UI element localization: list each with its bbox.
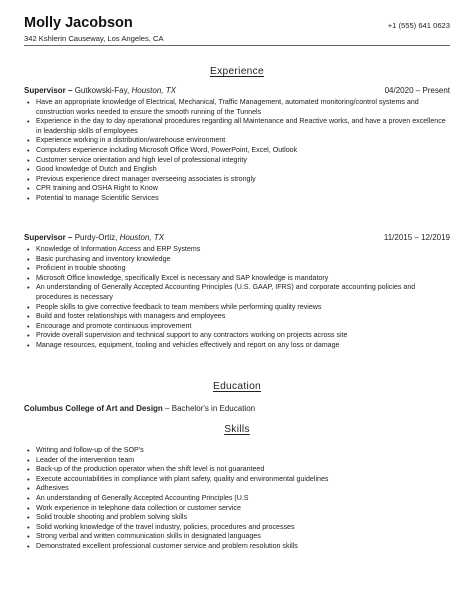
- list-item: • An understanding of Generally Accepted Accounting Principles (U.S: [24, 494, 450, 504]
- list-item: • Good knowledge of Dutch and English: [24, 165, 450, 175]
- list-item: • Manage resources, equipment, tooling and vehicles effectively and report on any loss or damage: [24, 341, 450, 351]
- list-item: • Basic purchasing and inventory knowledge: [24, 255, 450, 265]
- list-item: • People skills to give corrective feedback to team members while performing quality reviews: [24, 303, 450, 313]
- list-item: • Solid working knowledge of the travel industry, policies, procedures and processes: [24, 523, 450, 533]
- list-item: • Previous experience direct manager overseeing associates is strongly: [24, 175, 450, 185]
- list-item: • Solid trouble shooting and problem solving skills: [24, 513, 450, 523]
- education-entry: [24, 404, 255, 413]
- job-title: Supervisor: [24, 86, 66, 95]
- skills-heading: Skills: [224, 424, 250, 435]
- school-name: Columbus College of Art and Design: [24, 404, 163, 413]
- education-heading: Education: [212, 381, 261, 392]
- list-item: • Demonstrated excellent professional customer service and problem resolution skills: [24, 542, 450, 552]
- list-item: • Provide overall supervision and technical support to any contractors working on projects across site: [24, 331, 450, 341]
- phone-number: +1 (555) 641 0623: [387, 21, 450, 30]
- list-item: • Back-up of the production operator when the shift level is not guaranteed: [24, 465, 450, 475]
- list-item: • Proficient in trouble shooting: [24, 264, 450, 274]
- list-item: • Computers experience including Microsoft Office Word, PowerPoint, Excel, Outlook: [24, 146, 450, 156]
- section-title-skills: [0, 424, 474, 435]
- job-title-line-1: [24, 86, 176, 95]
- list-item: • Writing and follow-up of the SOP's: [24, 446, 450, 456]
- list-item: • Experience working in a distribution/warehouse environment: [24, 136, 450, 146]
- header-divider: [24, 45, 450, 46]
- job-location: Houston, TX: [119, 233, 165, 242]
- company-name: Gutkowski-Fay,: [74, 86, 130, 95]
- candidate-name: Molly Jacobson: [24, 15, 133, 31]
- list-item: • Strong verbal and written communication skills in designated languages: [24, 532, 450, 542]
- section-title-education: [0, 381, 474, 392]
- list-item: • An understanding of Generally Accepted Accounting Principles (U.S. GAAP, IFRS) and corporate accounting policies and procedures is necessary: [24, 283, 450, 302]
- skills-list: [24, 446, 450, 552]
- list-item: • Execute accountabilities in compliance with plant safety, quality and environmental guidelines: [24, 475, 450, 485]
- job-location: Houston, TX: [131, 86, 176, 95]
- job-header-1: [24, 86, 450, 95]
- job-title-separator: –: [65, 86, 75, 95]
- list-item: • Encourage and promote continuous improvement: [24, 322, 450, 332]
- list-item: • Customer service orientation and high level of professional integrity: [24, 156, 450, 166]
- list-item: • Have an appropriate knowledge of Electrical, Mechanical, Traffic Management, automated monitoring/control systems and construction works needed to ensure the smooth running of the Tunnels: [24, 98, 450, 117]
- experience-heading: Experience: [210, 66, 264, 77]
- job-dates: 11/2015 – 12/2019: [383, 233, 450, 242]
- list-item: • Adhesives: [24, 484, 450, 494]
- list-item: • CPR training and OSHA Right to Know: [24, 184, 450, 194]
- company-name: Purdy-Ortiz,: [74, 233, 118, 242]
- education-separator: –: [162, 404, 172, 413]
- job-title-line-2: [24, 233, 164, 242]
- job-title: Supervisor: [24, 233, 66, 242]
- job-dates: 04/2020 – Present: [384, 86, 450, 95]
- list-item: • Knowledge of Information Access and ERP Systems: [24, 245, 450, 255]
- list-item: • Work experience in telephone data collection or customer service: [24, 504, 450, 514]
- list-item: • Build and foster relationships with managers and employees: [24, 312, 450, 322]
- job-title-separator: –: [65, 233, 75, 242]
- job-header-2: [24, 233, 450, 242]
- address: 342 Kshlerin Causeway, Los Angeles, CA: [24, 34, 164, 43]
- list-item: • Microsoft Office knowledge, specifically Excel is necessary and SAP knowledge is mandatory: [24, 274, 450, 284]
- list-item: • Potential to manage Scientific Services: [24, 194, 450, 204]
- job-1-bullets: [24, 98, 450, 204]
- list-item: • Leader of the intervention team: [24, 456, 450, 466]
- section-title-experience: [0, 66, 474, 77]
- degree: Bachelor's in Education: [171, 404, 256, 413]
- job-2-bullets: [24, 245, 450, 351]
- list-item: • Experience in the day to day operational procedures regarding all Maintenance and Reactive works, and have a proven excellence in leadership skills of employees: [24, 117, 450, 136]
